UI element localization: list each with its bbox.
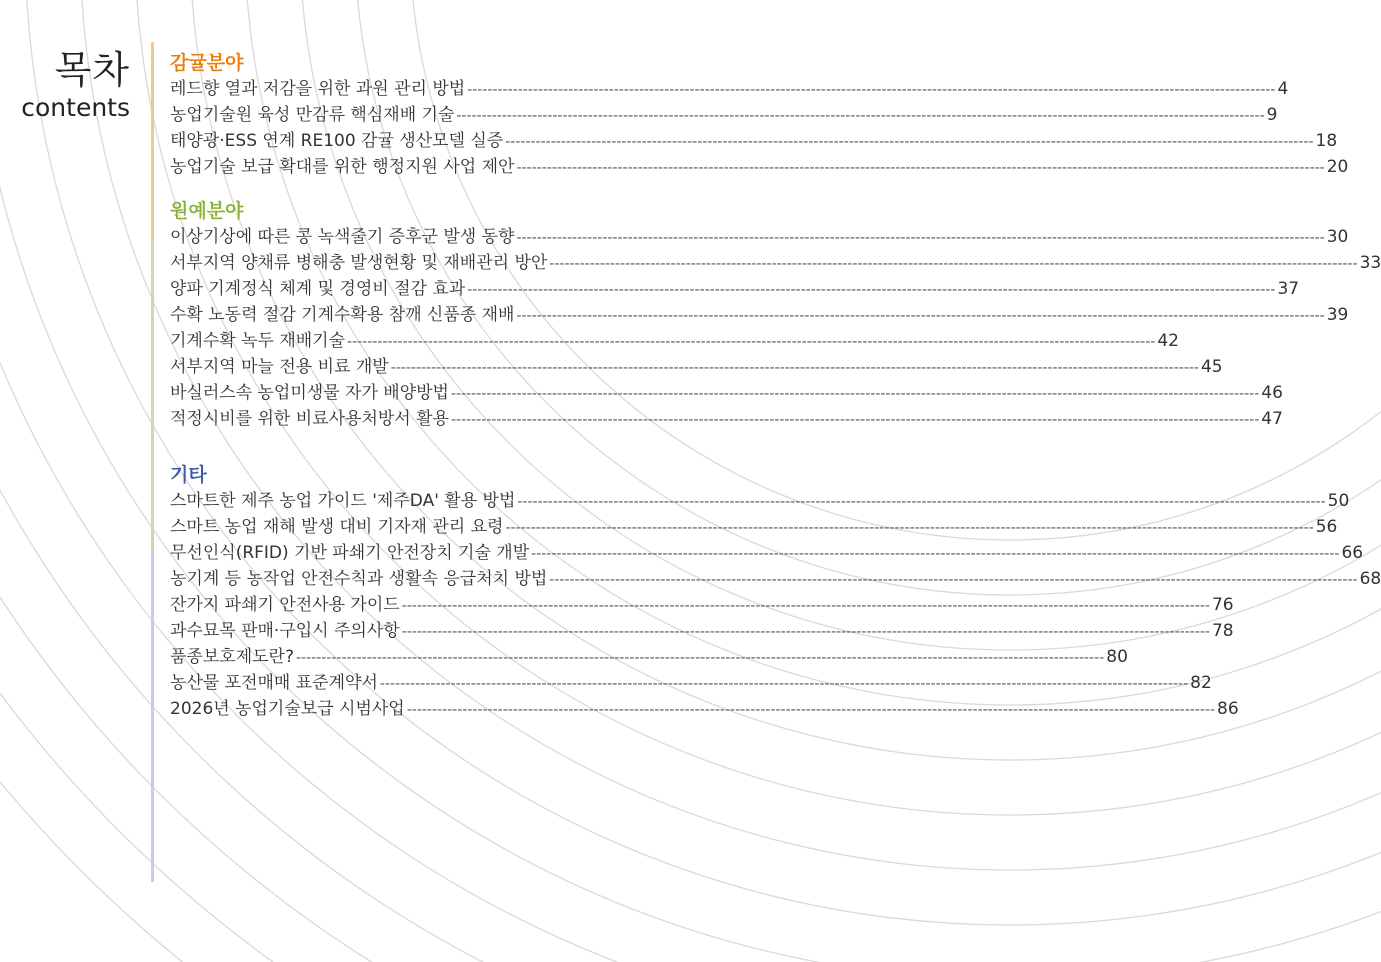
toc-entry[interactable] (170, 224, 1349, 250)
toc-entry-title: 농산물 포전매매 표준계약서 (170, 673, 378, 693)
toc-title-korean: 목차 (54, 48, 130, 92)
toc-entry-page: 47 (1261, 409, 1283, 429)
toc-entry[interactable] (170, 644, 1128, 670)
section-title-horticulture: 원예분야 (170, 200, 244, 222)
table-of-contents (170, 50, 1381, 722)
toc-entry[interactable] (170, 670, 1212, 696)
toc-entry[interactable] (170, 302, 1349, 328)
toc-entry-page: 4 (1277, 79, 1289, 99)
dot-leader: ---------------------------------------------------------------------------------------------------------------------------------------------------------------- (456, 108, 1265, 124)
toc-entry-title: 기계수확 녹두 재배기술 (170, 331, 346, 351)
toc-heading (0, 48, 140, 124)
dot-leader: ---------------------------------------------------------------------------------------------------------------------------------------------------------------- (390, 360, 1199, 376)
dot-leader: ---------------------------------------------------------------------------------------------------------------------------------------------------------------- (467, 282, 1276, 298)
toc-entry[interactable] (170, 696, 1239, 722)
dot-leader: ---------------------------------------------------------------------------------------------------------------------------------------------------------------- (467, 82, 1276, 98)
toc-title-english: contents (21, 93, 130, 122)
toc-entry-title: 무선인식(RFID) 기반 파쇄기 안전장치 기술 개발 (170, 543, 530, 563)
toc-entry-page: 82 (1190, 673, 1212, 693)
dot-leader: ---------------------------------------------------------------------------------------------------------------------------------------------------------------- (450, 386, 1260, 402)
toc-entry-title: 잔가지 파쇄기 안전사용 가이드 (170, 595, 400, 615)
dot-leader: ---------------------------------------------------------------------------------------------------------------------------------------------------------------- (516, 308, 1325, 324)
toc-entry[interactable] (170, 566, 1381, 592)
toc-entry[interactable] (170, 380, 1283, 406)
toc-entry-title: 양파 기계정식 체계 및 경영비 절감 효과 (170, 279, 466, 299)
toc-entry[interactable] (170, 154, 1349, 180)
dot-leader: ---------------------------------------------------------------------------------------------------------------------------------------------------------------- (517, 494, 1326, 510)
toc-entry-page: 86 (1217, 699, 1239, 719)
dot-leader: ---------------------------------------------------------------------------------------------------------------------------------------------------------------- (401, 624, 1210, 640)
dot-leader: ---------------------------------------------------------------------------------------------------------------------------------------------------------------- (531, 546, 1340, 562)
toc-entry-title: 스마트 농업 재해 발생 대비 기자재 관리 요령 (170, 517, 504, 537)
toc-entry-page: 80 (1106, 647, 1128, 667)
toc-entry-page: 37 (1277, 279, 1300, 299)
toc-entry[interactable] (170, 488, 1350, 514)
section-title-others: 기타 (170, 464, 207, 486)
toc-entry-page: 42 (1157, 331, 1179, 351)
toc-entry-page: 18 (1315, 131, 1338, 151)
toc-entry[interactable] (170, 102, 1278, 128)
dot-leader: ---------------------------------------------------------------------------------------------------------------------------------------------------------------- (450, 412, 1260, 428)
toc-entry-title: 스마트한 제주 농업 가이드 '제주DA' 활용 방법 (170, 491, 516, 511)
toc-entry-title: 서부지역 마늘 전용 비료 개발 (170, 357, 389, 377)
toc-entry-title: 농기계 등 농작업 안전수칙과 생활속 응급처치 방법 (170, 569, 548, 589)
toc-entry-title: 수확 노동력 절감 기계수확용 참깨 신품종 재배 (170, 305, 515, 325)
toc-entry[interactable] (170, 618, 1234, 644)
toc-entry-title: 2026년 농업기술보급 시범사업 (170, 699, 405, 719)
dot-leader: ---------------------------------------------------------------------------------------------------------------------------------------------------------------- (347, 334, 1156, 350)
section-horticulture (170, 198, 1381, 432)
toc-entry-title: 바실러스속 농업미생물 자가 배양방법 (170, 383, 449, 403)
toc-entry-title: 적정시비를 위한 비료사용처방서 활용 (170, 409, 449, 429)
section-divider-blue (151, 548, 154, 882)
toc-entry-page: 45 (1200, 357, 1223, 377)
dot-leader: ---------------------------------------------------------------------------------------------------------------------------------------------------------------- (505, 134, 1314, 150)
toc-entry-title: 과수묘목 판매·구입시 주의사항 (170, 621, 400, 641)
toc-entry-page: 30 (1326, 227, 1349, 247)
toc-entry-title: 태양광·ESS 연계 RE100 감귤 생산모델 실증 (170, 131, 504, 151)
toc-entry[interactable] (170, 406, 1283, 432)
toc-entry[interactable] (170, 354, 1223, 380)
toc-entry-page: 78 (1211, 621, 1234, 641)
dot-leader: ---------------------------------------------------------------------------------------------------------------------------------------------------------------- (295, 650, 1105, 666)
section-citrus (170, 50, 1349, 180)
toc-entry-page: 33 (1359, 253, 1381, 273)
dot-leader: ---------------------------------------------------------------------------------------------------------------------------------------------------------------- (505, 520, 1314, 536)
toc-entry[interactable] (170, 540, 1364, 566)
toc-entry[interactable] (170, 128, 1338, 154)
toc-entry-page: 56 (1315, 517, 1338, 537)
section-others (170, 462, 1381, 722)
section-title-citrus: 감귤분야 (170, 52, 244, 74)
dot-leader: ---------------------------------------------------------------------------------------------------------------------------------------------------------------- (379, 676, 1189, 692)
dot-leader: ---------------------------------------------------------------------------------------------------------------------------------------------------------------- (401, 598, 1210, 614)
toc-entry[interactable] (170, 328, 1179, 354)
toc-entry-page: 46 (1261, 383, 1283, 403)
toc-entry[interactable] (170, 276, 1300, 302)
toc-entry-page: 20 (1326, 157, 1349, 177)
dot-leader: ---------------------------------------------------------------------------------------------------------------------------------------------------------------- (516, 160, 1325, 176)
dot-leader: ---------------------------------------------------------------------------------------------------------------------------------------------------------------- (549, 256, 1358, 272)
toc-entry-title: 이상기상에 따른 콩 녹색줄기 증후군 발생 동향 (170, 227, 515, 247)
toc-entry-title: 서부지역 양채류 병해충 발생현황 및 재배관리 방안 (170, 253, 548, 273)
toc-entry-title: 품종보호제도란? (170, 647, 294, 667)
toc-entry-page: 68 (1359, 569, 1381, 589)
dot-leader: ---------------------------------------------------------------------------------------------------------------------------------------------------------------- (549, 572, 1358, 588)
toc-entry-page: 66 (1341, 543, 1364, 563)
toc-entry-title: 레드향 열과 저감을 위한 과원 관리 방법 (170, 79, 466, 99)
toc-entry-page: 39 (1326, 305, 1349, 325)
dot-leader: ---------------------------------------------------------------------------------------------------------------------------------------------------------------- (516, 230, 1325, 246)
toc-entry-title: 농업기술원 육성 만감류 핵심재배 기술 (170, 105, 455, 125)
toc-entry-page: 50 (1327, 491, 1350, 511)
toc-entry-page: 9 (1266, 105, 1278, 125)
toc-entry-title: 농업기술 보급 확대를 위한 행정지원 사업 제안 (170, 157, 515, 177)
section-divider-orange (151, 42, 154, 238)
toc-entry-page: 76 (1211, 595, 1234, 615)
section-divider-green (151, 238, 154, 548)
toc-entry[interactable] (170, 250, 1381, 276)
toc-entry[interactable] (170, 76, 1289, 102)
toc-entry[interactable] (170, 514, 1338, 540)
toc-entry[interactable] (170, 592, 1234, 618)
dot-leader: ---------------------------------------------------------------------------------------------------------------------------------------------------------------- (406, 702, 1215, 718)
